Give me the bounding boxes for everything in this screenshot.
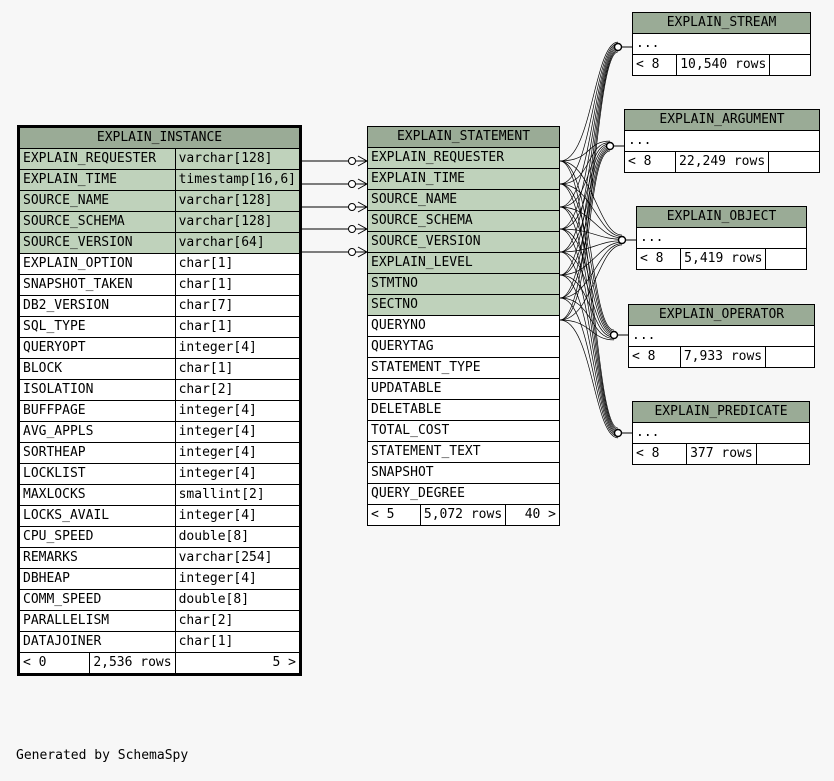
column-name: BLOCK [20,359,176,380]
column-name: QUERYOPT [20,338,176,359]
column-name: DBHEAP [20,569,176,590]
column-name: EXPLAIN_REQUESTER [20,149,176,170]
table-row [368,337,560,358]
generated-by-footer: Generated by SchemaSpy [16,748,189,763]
table-row [368,316,560,337]
column-name: SOURCE_VERSION [368,232,560,253]
table-title[interactable]: EXPLAIN_STREAM [633,13,811,34]
fk-optional-marker [349,249,356,256]
fk-line [560,161,614,330]
row-count: 10,540 rows [677,55,770,76]
table-title[interactable]: EXPLAIN_INSTANCE [20,128,300,149]
column-name: TOTAL_COST [368,421,560,442]
fk-line [560,184,618,430]
column-type: char[1] [175,632,299,653]
table-row [368,232,560,253]
column-type: integer[4] [175,422,299,443]
parents-count[interactable]: < 8 [625,152,676,173]
table-explain-stream[interactable] [632,12,811,76]
table-row [20,233,300,254]
table-row [20,254,300,275]
column-name: STATEMENT_TYPE [368,358,560,379]
column-type: integer[4] [175,338,299,359]
children-count [756,444,809,465]
children-count [766,347,815,368]
column-type: timestamp[16,6] [175,170,299,191]
row-count: 377 rows [687,444,757,465]
table-title[interactable]: EXPLAIN_PREDICATE [633,402,810,423]
table-row [20,191,300,212]
column-name: COMM_SPEED [20,590,176,611]
fk-line [560,161,622,235]
fk-optional-marker [349,204,356,211]
column-type: char[2] [175,380,299,401]
column-name: EXPLAIN_TIME [368,169,560,190]
table-row [368,421,560,442]
column-name: DATAJOINER [20,632,176,653]
row-count: 2,536 rows [90,653,175,674]
parents-count[interactable]: < 8 [637,249,681,270]
table-row [20,548,300,569]
column-name: AVG_APPLS [20,422,176,443]
column-name: EXPLAIN_OPTION [20,254,176,275]
table-title[interactable]: EXPLAIN_ARGUMENT [625,110,820,131]
table-title[interactable]: EXPLAIN_OBJECT [637,207,807,228]
table-row [20,506,300,527]
table-row [633,34,811,55]
table-explain-argument[interactable] [624,109,820,173]
table-row [633,423,810,444]
column-type: char[2] [175,611,299,632]
fk-crowfoot [356,179,367,189]
column-type: varchar[64] [175,233,299,254]
collapsed-columns: ... [633,34,811,55]
table-row [368,484,560,505]
column-name: SOURCE_SCHEMA [20,212,176,233]
table-row [20,380,300,401]
fk-crowfoot [356,247,367,257]
table-row [20,317,300,338]
fk-optional-marker [607,143,614,150]
parents-count[interactable]: < 8 [633,55,677,76]
column-type: integer[4] [175,443,299,464]
parents-count[interactable]: < 8 [633,444,687,465]
column-type: double[8] [175,590,299,611]
table-explain-object[interactable] [636,206,807,270]
table-row [368,295,560,316]
column-name: MAXLOCKS [20,485,176,506]
fk-optional-marker [615,44,622,51]
collapsed-columns: ... [633,423,810,444]
table-row [20,275,300,296]
table-row [20,338,300,359]
collapsed-columns: ... [637,228,807,249]
table-title[interactable]: EXPLAIN_STATEMENT [368,127,560,148]
table-footer-row [625,152,820,173]
table-row [20,632,300,653]
children-count[interactable]: 5 > [175,653,299,674]
table-row [20,611,300,632]
table-row [368,379,560,400]
column-name: EXPLAIN_TIME [20,170,176,191]
column-name: UPDATABLE [368,379,560,400]
table-row [637,228,807,249]
column-type: char[1] [175,359,299,380]
column-type: integer[4] [175,506,299,527]
row-count: 22,249 rows [676,152,769,173]
table-row [368,400,560,421]
table-row [368,442,560,463]
column-type: varchar[128] [175,212,299,233]
fk-optional-marker [349,226,356,233]
column-name: SOURCE_NAME [368,190,560,211]
column-name: PARALLELISM [20,611,176,632]
fk-optional-marker [615,430,622,437]
fk-optional-marker [349,158,356,165]
collapsed-columns: ... [625,131,820,152]
fk-optional-marker [611,332,618,339]
table-explain-instance[interactable] [19,127,300,674]
table-row [20,485,300,506]
table-row [20,170,300,191]
table-explain-statement[interactable] [367,126,560,526]
table-row [625,131,820,152]
column-name: DB2_VERSION [20,296,176,317]
column-type: smallint[2] [175,485,299,506]
table-row [629,326,815,347]
column-name: SQL_TYPE [20,317,176,338]
fk-crowfoot [356,156,367,166]
fk-line [560,161,618,428]
column-name: STATEMENT_TEXT [368,442,560,463]
column-name: SOURCE_SCHEMA [368,211,560,232]
children-count [770,55,811,76]
column-name: LOCKLIST [20,464,176,485]
column-name: QUERY_DEGREE [368,484,560,505]
table-row [368,253,560,274]
table-footer-row [633,55,811,76]
table-row [368,463,560,484]
column-type: char[1] [175,275,299,296]
column-type: integer[4] [175,569,299,590]
column-type: char[1] [175,317,299,338]
column-name: STMTNO [368,274,560,295]
column-name: SNAPSHOT_TAKEN [20,275,176,296]
table-row [20,401,300,422]
column-type: integer[4] [175,401,299,422]
column-name: QUERYTAG [368,337,560,358]
column-name: SECTNO [368,295,560,316]
table-row [368,358,560,379]
fk-optional-marker [619,237,626,244]
table-footer-row [368,505,560,526]
column-name: EXPLAIN_LEVEL [368,253,560,274]
column-name: EXPLAIN_REQUESTER [368,148,560,169]
parents-count[interactable]: < 8 [629,347,681,368]
column-type: varchar[128] [175,149,299,170]
column-type: varchar[128] [175,191,299,212]
table-footer-row [20,653,300,674]
column-name: SNAPSHOT [368,463,560,484]
column-type: varchar[254] [175,548,299,569]
column-type: double[8] [175,527,299,548]
row-count: 5,072 rows [420,505,505,526]
column-name: ISOLATION [20,380,176,401]
table-row [20,359,300,380]
table-row [368,211,560,232]
table-row [20,464,300,485]
children-count[interactable]: 40 > [506,505,560,526]
fk-line [560,150,610,299]
table-row [20,212,300,233]
collapsed-columns: ... [629,326,815,347]
table-row [368,169,560,190]
table-row [368,274,560,295]
fk-line [560,46,618,229]
table-row [20,569,300,590]
parents-count[interactable]: < 5 [368,505,421,526]
column-type: char[7] [175,296,299,317]
table-row [368,148,560,169]
table-footer-row [633,444,810,465]
column-name: SOURCE_NAME [20,191,176,212]
column-name: SORTHEAP [20,443,176,464]
parents-count[interactable]: < 0 [20,653,90,674]
fk-crowfoot [356,202,367,212]
fk-optional-marker [349,181,356,188]
column-name: SOURCE_VERSION [20,233,176,254]
row-count: 5,419 rows [681,249,766,270]
table-row [20,590,300,611]
fk-line [560,51,618,299]
children-count [769,152,820,173]
column-type: char[1] [175,254,299,275]
table-explain-operator[interactable] [628,304,815,368]
row-count: 7,933 rows [680,347,765,368]
table-row [20,443,300,464]
column-name: QUERYNO [368,316,560,337]
column-name: REMARKS [20,548,176,569]
table-row [20,149,300,170]
table-row [20,422,300,443]
fk-crowfoot [356,224,367,234]
column-name: LOCKS_AVAIL [20,506,176,527]
table-footer-row [629,347,815,368]
column-name: CPU_SPEED [20,527,176,548]
table-title[interactable]: EXPLAIN_OPERATOR [629,305,815,326]
column-name: BUFFPAGE [20,401,176,422]
table-row [20,527,300,548]
column-name: DELETABLE [368,400,560,421]
table-row [368,190,560,211]
table-row [20,296,300,317]
column-type: integer[4] [175,464,299,485]
table-explain-predicate[interactable] [632,401,810,465]
children-count [766,249,807,270]
table-footer-row [637,249,807,270]
